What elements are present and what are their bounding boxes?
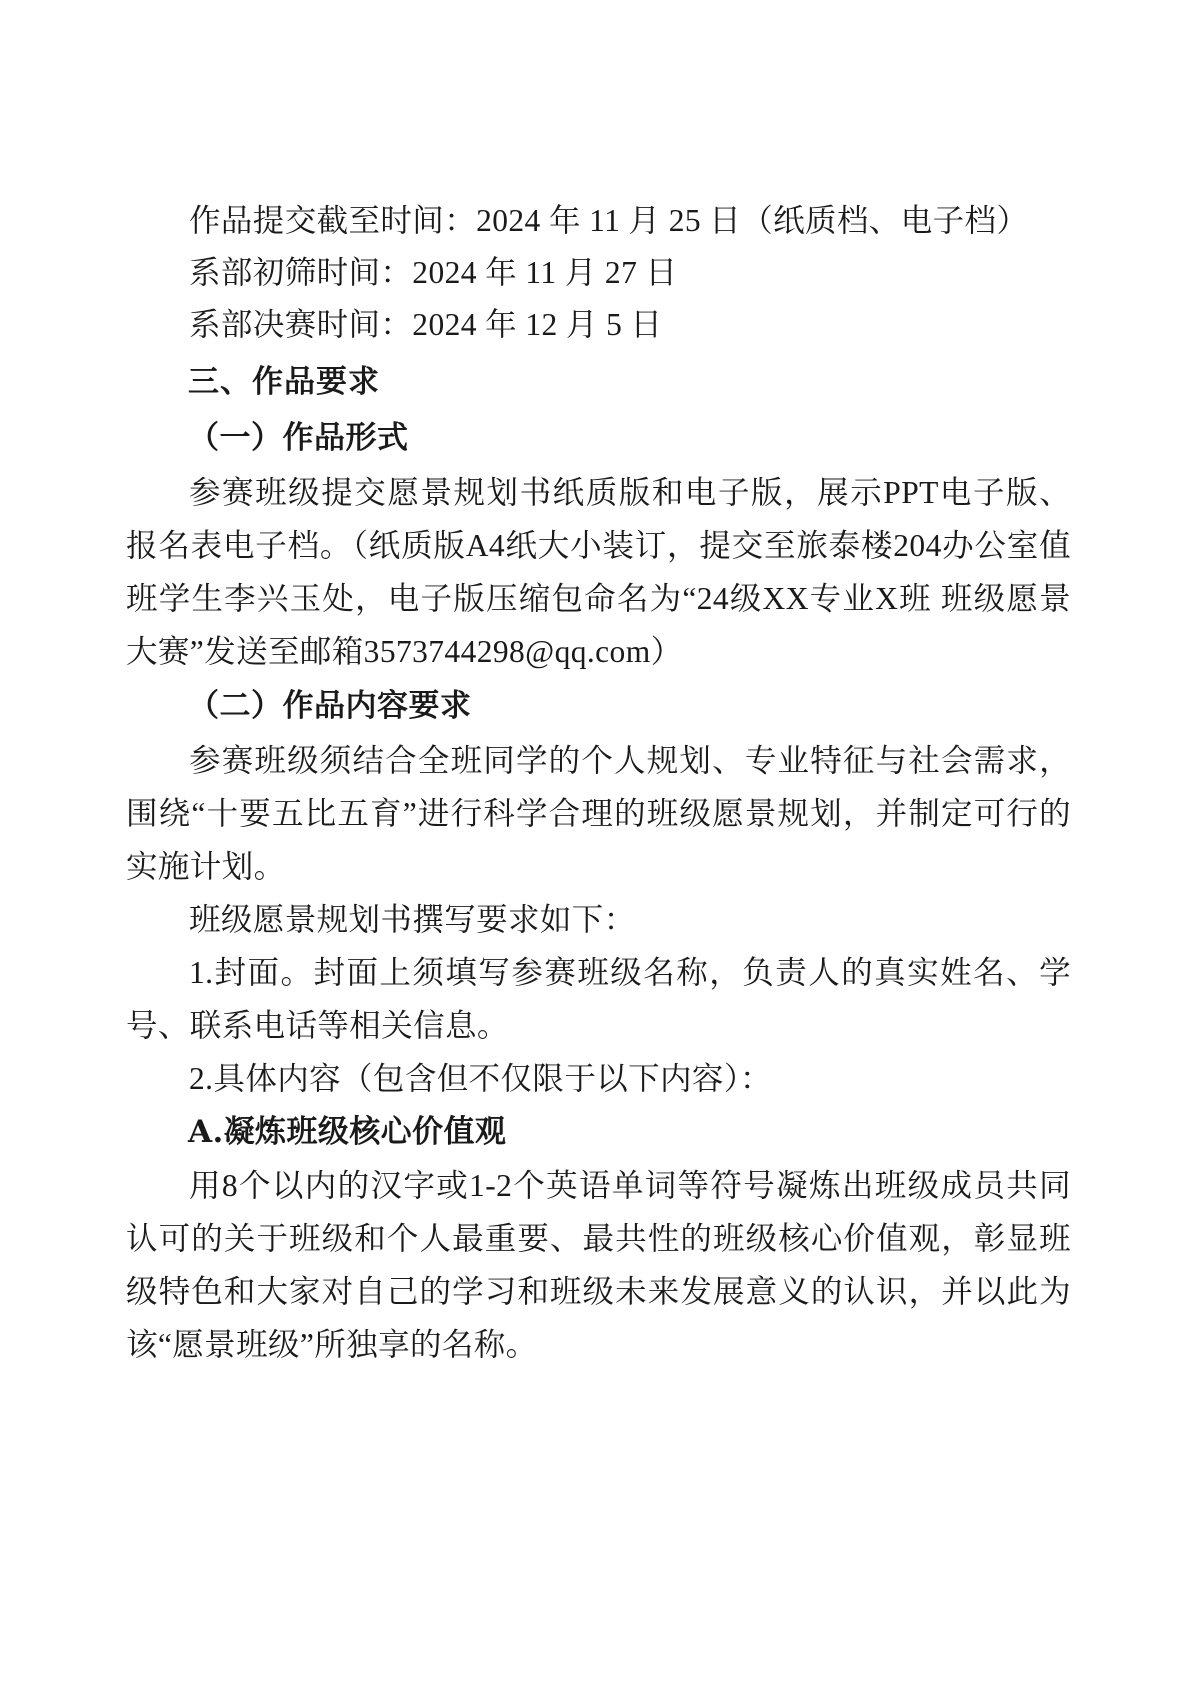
- schedule-line-submission: 作品提交截至时间：2024 年 11 月 25 日（纸质档、电子档）: [189, 203, 1029, 238]
- document-body: [126, 195, 1071, 1371]
- section-heading-three: 三、作品要求: [188, 364, 380, 400]
- subsection-heading-two: （二）作品内容要求: [188, 688, 472, 724]
- schedule-line-screening: 系部初筛时间：2024 年 11 月 27 日: [189, 255, 678, 290]
- subsection-heading-one: （一）作品形式: [188, 420, 409, 456]
- requirement-item-1: 1.封面。封面上须填写参赛班级名称，负责人的真实姓名、学号、联系电话等相关信息。: [126, 955, 1071, 1043]
- requirement-item-a-paragraph: 用8个以内的汉字或1-2个英语单词等符号凝炼出班级成员共同认可的关于班级和个人最重要、最共性的班级核心价值观，彰显班级特色和大家对自己的学习和班级未来发展意义的认识，并以此为该“愿景班级”所独享的名称。: [126, 1168, 1071, 1362]
- requirement-item-2: 2.具体内容（包含但不仅限于以下内容）：: [189, 1061, 772, 1096]
- subsection-two-paragraph-1: 参赛班级须结合全班同学的个人规划、专业特征与社会需求，围绕“十要五比五育”进行科学合理的班级愿景规划，并制定可行的实施计划。: [126, 743, 1071, 884]
- requirement-item-a-heading: A.凝炼班级核心价值观: [188, 1114, 507, 1150]
- subsection-two-paragraph-2: 班级愿景规划书撰写要求如下：: [189, 902, 636, 937]
- schedule-line-final: 系部决赛时间：2024 年 12 月 5 日: [189, 307, 663, 342]
- subsection-one-paragraph: 参赛班级提交愿景规划书纸质版和电子版，展示PPT电子版、报名表电子档。（纸质版A4纸大小装订，提交至旅泰楼204办公室值班学生李兴玉处，电子版压缩包命名为“24级XX专业X班 班级愿景大赛”发送至邮箱3573744298@qq.com）: [126, 475, 1071, 669]
